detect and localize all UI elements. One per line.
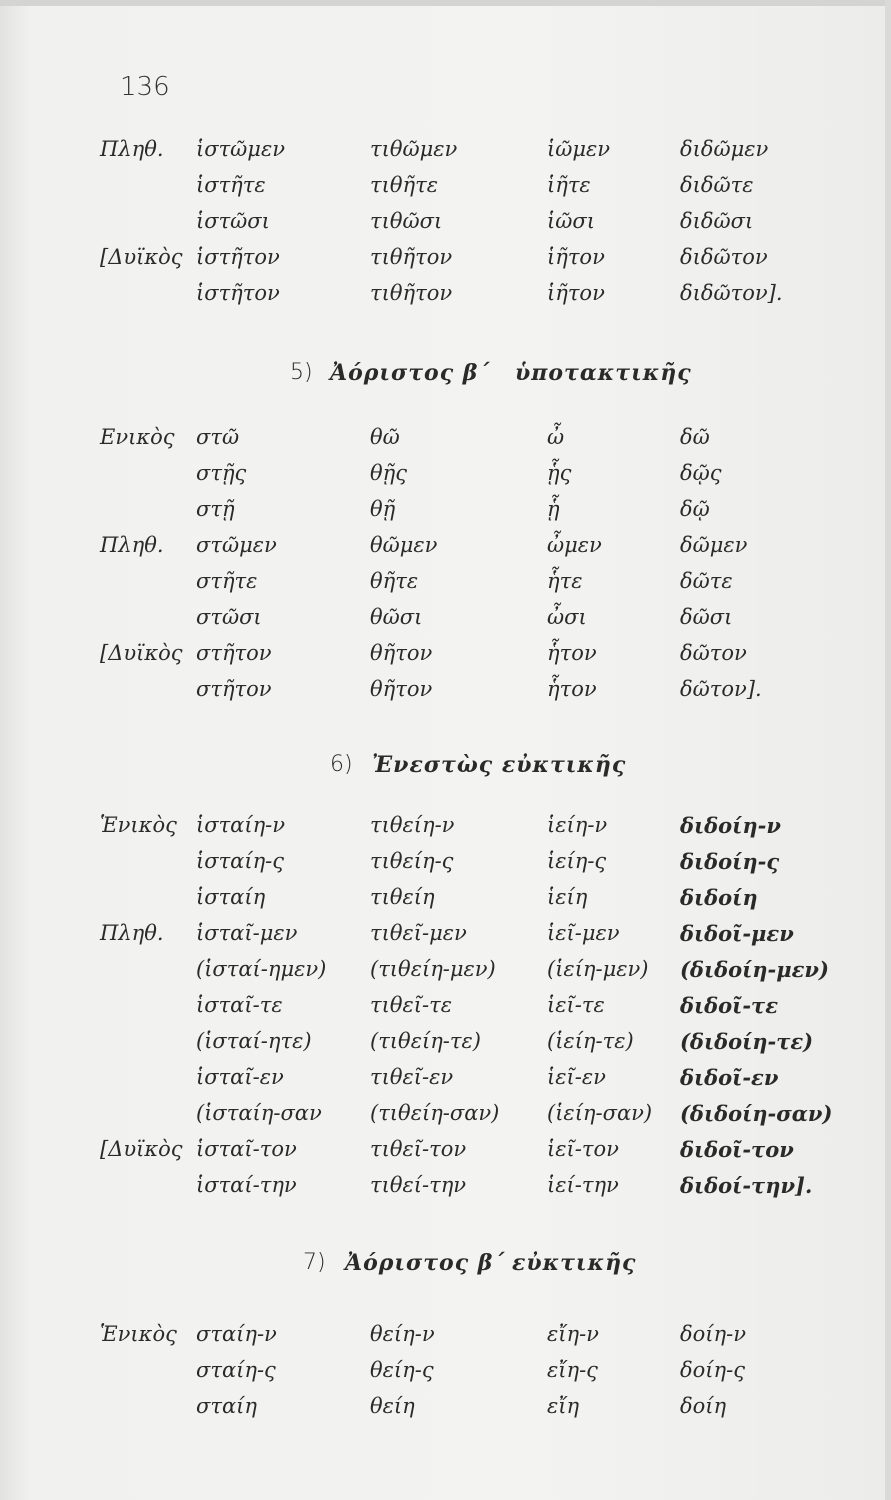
verb-tithemi: τιθῶσι [370, 209, 443, 233]
verb-didomi: διδοί-την]. [680, 1173, 813, 1198]
verb-tithemi: τιθῆτον [370, 281, 453, 305]
verb-histemi: σταίη-ς [196, 1358, 276, 1382]
verb-histemi: στῆτε [196, 569, 258, 593]
page-edge-top [0, 0, 891, 6]
verb-didomi: διδῶσι [680, 209, 754, 233]
row-label: [Δυϊκὸς [100, 1137, 183, 1161]
verb-hiemi: ἱῶσι [547, 209, 595, 233]
verb-histemi: στῶ [196, 425, 240, 449]
verb-hiemi: ὦμεν [547, 533, 602, 557]
table-row [0, 1101, 891, 1137]
verb-didomi: (διδοίη-σαν) [680, 1101, 833, 1126]
table-row [0, 533, 891, 569]
verb-didomi: διδοίη [680, 885, 758, 910]
verb-didomi: διδοῖ-τε [680, 993, 778, 1018]
table-aorist-subjunctive [0, 425, 891, 713]
row-label: Ἑνικὸς [100, 813, 177, 837]
verb-tithemi: θῆτον [370, 677, 433, 701]
verb-didomi: (διδοίη-τε) [680, 1029, 814, 1054]
table-row [0, 885, 891, 921]
verb-hiemi: ἧτον [547, 677, 597, 701]
row-label: Πληθ. [100, 921, 164, 945]
verb-didomi: δοίη-ν [680, 1322, 746, 1346]
table-present-subjunctive [0, 137, 891, 317]
table-row [0, 137, 891, 173]
section-number: 5) [290, 360, 313, 385]
section-title-mood: ὑποτακτικῆς [515, 360, 692, 386]
table-row [0, 281, 891, 317]
verb-hiemi: ἱῆτον [547, 281, 605, 305]
verb-tithemi: θείη-ν [370, 1322, 435, 1346]
table-present-optative [0, 813, 891, 1209]
verb-histemi: ἱσταῖ-εν [196, 1065, 284, 1089]
verb-didomi: διδῶμεν [680, 137, 769, 161]
verb-hiemi: ἱεῖ-μεν [547, 921, 620, 945]
verb-hiemi: ἱῶμεν [547, 137, 611, 161]
table-row [0, 1322, 891, 1358]
table-row [0, 497, 891, 533]
verb-didomi: δῷ [680, 497, 710, 521]
verb-tithemi: τιθεῖ-εν [370, 1065, 454, 1089]
verb-didomi: δῶ [680, 425, 710, 449]
verb-hiemi: εἴη-ς [547, 1358, 598, 1382]
verb-tithemi: θῇ [370, 497, 396, 521]
verb-tithemi: θῇς [370, 461, 407, 485]
table-row [0, 921, 891, 957]
table-row [0, 209, 891, 245]
row-label: Ἑνικὸς [100, 1322, 177, 1346]
table-row [0, 1137, 891, 1173]
table-row [0, 425, 891, 461]
verb-tithemi: τιθῆτε [370, 173, 438, 197]
verb-tithemi: τιθεῖ-τε [370, 993, 452, 1017]
verb-didomi: διδῶτον]. [680, 281, 783, 305]
verb-tithemi: τιθῶμεν [370, 137, 458, 161]
row-label: [Δυϊκὸς [100, 641, 183, 665]
verb-didomi: διδοίη-ν [680, 813, 781, 838]
verb-didomi: δῶσι [680, 605, 733, 629]
verb-hiemi: ἧτε [547, 569, 583, 593]
verb-histemi: ἱσταίη-ς [196, 849, 285, 873]
verb-didomi: δῶμεν [680, 533, 748, 557]
verb-hiemi: ἱείη-ς [547, 849, 607, 873]
table-row [0, 813, 891, 849]
verb-tithemi: τιθεῖ-τον [370, 1137, 467, 1161]
verb-tithemi: τιθείη-ν [370, 813, 455, 837]
verb-didomi: διδοῖ-εν [680, 1065, 779, 1090]
verb-didomi: δῶτον]. [680, 677, 762, 701]
verb-histemi: (ἱσταί-ητε) [196, 1029, 312, 1053]
verb-didomi: δῶτε [680, 569, 733, 593]
verb-histemi: ἱστῶσι [196, 209, 270, 233]
verb-didomi: διδοίη-ς [680, 849, 780, 874]
verb-hiemi: ἱείη-ν [547, 813, 608, 837]
table-aorist-optative [0, 1322, 891, 1430]
section-number: 7) [303, 1250, 326, 1275]
verb-didomi: δῶτον [680, 641, 747, 665]
section-title: Ἀόριστος β΄ [345, 1250, 506, 1276]
table-row [0, 1173, 891, 1209]
verb-didomi: διδοῖ-μεν [680, 921, 794, 946]
verb-didomi: διδοῖ-τον [680, 1137, 794, 1162]
verb-hiemi: ἱείη [547, 885, 588, 909]
table-row [0, 605, 891, 641]
verb-hiemi: εἴη [547, 1394, 580, 1418]
verb-hiemi: ὦσι [547, 605, 587, 629]
verb-histemi: σταίη [196, 1394, 257, 1418]
verb-tithemi: θῆτον [370, 641, 433, 665]
verb-histemi: στῇ [196, 497, 235, 521]
verb-hiemi: (ἱείη-τε) [547, 1029, 634, 1053]
verb-tithemi: θείη-ς [370, 1358, 434, 1382]
verb-tithemi: τιθείη-ς [370, 849, 454, 873]
row-label: Πληθ. [100, 137, 164, 161]
verb-histemi: στῇς [196, 461, 247, 485]
verb-hiemi: ᾗ [547, 497, 560, 521]
verb-hiemi: (ἱείη-μεν) [547, 957, 649, 981]
verb-tithemi: τιθῆτον [370, 245, 453, 269]
row-label: Ενικὸς [100, 425, 175, 449]
verb-tithemi: θῶμεν [370, 533, 438, 557]
verb-didomi: διδῶτε [680, 173, 754, 197]
verb-histemi: ἱσταί-την [196, 1173, 297, 1197]
verb-tithemi: τιθείη [370, 885, 435, 909]
verb-tithemi: (τιθείη-μεν) [370, 957, 496, 981]
verb-hiemi: ἱῆτε [547, 173, 591, 197]
verb-hiemi: εἴη-ν [547, 1322, 599, 1346]
verb-tithemi: (τιθείη-σαν) [370, 1101, 500, 1125]
table-row [0, 993, 891, 1029]
table-row [0, 641, 891, 677]
verb-tithemi: (τιθείη-τε) [370, 1029, 481, 1053]
verb-tithemi: τιθεῖ-μεν [370, 921, 467, 945]
verb-tithemi: θῶσι [370, 605, 423, 629]
section-title: Ἐνεστὼς εὐκτικῆς [372, 752, 627, 778]
page-number: 136 [120, 72, 170, 102]
verb-tithemi: θῆτε [370, 569, 419, 593]
verb-hiemi: ἱεῖ-εν [547, 1065, 606, 1089]
table-row [0, 677, 891, 713]
verb-didomi: διδῶτον [680, 245, 768, 269]
table-row [0, 1065, 891, 1101]
verb-hiemi: ᾗς [547, 461, 572, 485]
table-row [0, 461, 891, 497]
verb-histemi: ἱσταῖ-μεν [196, 921, 298, 945]
verb-histemi: ἱσταίη-ν [196, 813, 286, 837]
table-row [0, 1358, 891, 1394]
table-row [0, 173, 891, 209]
table-row [0, 245, 891, 281]
verb-tithemi: θῶ [370, 425, 400, 449]
verb-hiemi: ἱεί-την [547, 1173, 619, 1197]
section-number: 6) [330, 752, 353, 777]
verb-histemi: ἱσταῖ-τε [196, 993, 283, 1017]
table-row [0, 957, 891, 993]
verb-didomi: (διδοίη-μεν) [680, 957, 829, 982]
verb-hiemi: (ἱείη-σαν) [547, 1101, 653, 1125]
verb-histemi: ἱστῆτε [196, 173, 266, 197]
section-title-mood: εὐκτικῆς [512, 1250, 637, 1276]
verb-didomi: δοίη [680, 1394, 727, 1418]
verb-hiemi: ὦ [547, 425, 565, 449]
verb-histemi: ἱστῆτον [196, 281, 280, 305]
verb-hiemi: ἱεῖ-τε [547, 993, 605, 1017]
verb-histemi: ἱσταῖ-τον [196, 1137, 297, 1161]
table-row [0, 849, 891, 885]
verb-histemi: ἱσταίη [196, 885, 266, 909]
verb-tithemi: τιθεί-την [370, 1173, 467, 1197]
verb-histemi: ἱστῆτον [196, 245, 280, 269]
verb-didomi: δῷς [680, 461, 722, 485]
row-label: Πληθ. [100, 533, 164, 557]
verb-histemi: ἱστῶμεν [196, 137, 285, 161]
verb-hiemi: ἱῆτον [547, 245, 605, 269]
verb-histemi: σταίη-ν [196, 1322, 277, 1346]
section-title: Ἀόριστος β΄ [330, 360, 491, 386]
verb-hiemi: ἧτον [547, 641, 597, 665]
row-label: [Δυϊκὸς [100, 245, 183, 269]
verb-histemi: (ἱσταίη-σαν [196, 1101, 322, 1125]
verb-histemi: στῶμεν [196, 533, 277, 557]
table-row [0, 1029, 891, 1065]
verb-histemi: στῶσι [196, 605, 262, 629]
table-row [0, 569, 891, 605]
verb-histemi: (ἱσταί-ημεν) [196, 957, 327, 981]
verb-tithemi: θείη [370, 1394, 415, 1418]
verb-hiemi: ἱεῖ-τον [547, 1137, 619, 1161]
table-row [0, 1394, 891, 1430]
verb-histemi: στῆτον [196, 641, 272, 665]
verb-didomi: δοίη-ς [680, 1358, 745, 1382]
verb-histemi: στῆτον [196, 677, 272, 701]
